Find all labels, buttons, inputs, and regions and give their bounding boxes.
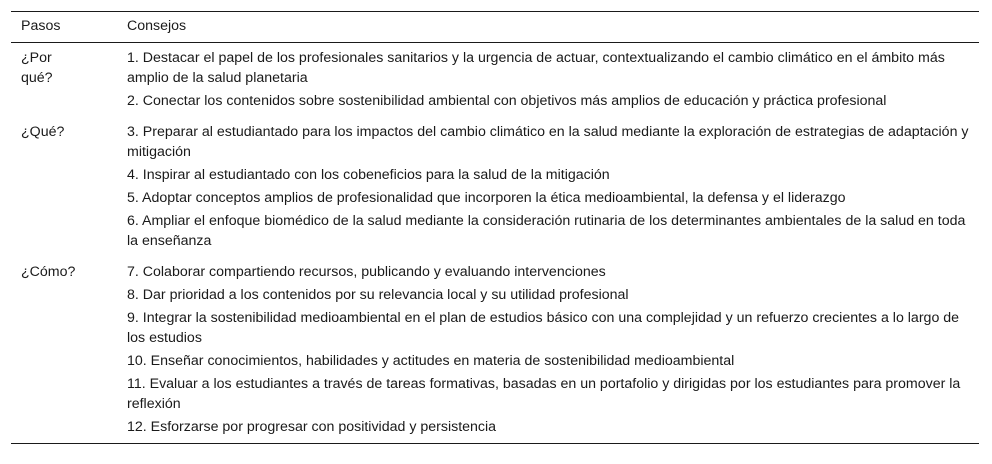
table-header-row [11, 12, 979, 43]
tips-table [11, 11, 979, 444]
table-row-que [11, 117, 979, 257]
tip-item: 1. Destacar el papel de los profesionales sanitarios y la urgencia de actuar, contextualizando el cambio climático en el ámbito más amplio de la salud planetaria [127, 50, 945, 86]
tip-item: 2. Conectar los contenidos sobre sostenibilidad ambiental con objetivos más amplios de educación y práctica profesional [127, 93, 887, 109]
tip-item: 5. Adoptar conceptos amplios de profesionalidad que incorporen la ética medioambiental, la defensa y el liderazgo [127, 190, 846, 206]
tips-cell [117, 43, 979, 118]
step-cell [11, 257, 117, 444]
tips-table-container [11, 11, 979, 444]
tip-item: 10. Enseñar conocimientos, habilidades y actitudes en materia de sostenibilidad medioambiental [127, 353, 735, 369]
step-label: ¿Qué? [21, 124, 65, 140]
tip-item: 8. Dar prioridad a los contenidos por su relevancia local y su utilidad profesional [127, 287, 629, 303]
header-consejos: Consejos [127, 18, 187, 34]
step-cell [11, 117, 117, 257]
tip-item: 6. Ampliar el enfoque biomédico de la salud mediante la consideración rutinaria de los determinantes ambientales de la salud en toda la enseñanza [127, 213, 966, 249]
tip-item: 4. Inspirar al estudiantado con los cobeneficios para la salud de la mitigación [127, 167, 610, 183]
step-cell [11, 43, 117, 118]
table-row-como [11, 257, 979, 444]
tip-item: 3. Preparar al estudiantado para los impactos del cambio climático en la salud mediante la exploración de estrategias de adaptación y mitigación [127, 124, 969, 160]
step-label: ¿Por qué? [21, 50, 53, 86]
tip-item: 7. Colaborar compartiendo recursos, publicando y evaluando intervenciones [127, 264, 606, 280]
tips-cell [117, 257, 979, 444]
tip-item: 9. Integrar la sostenibilidad medioambiental en el plan de estudios básico con una complejidad y un refuerzo crecientes a lo largo de los estudios [127, 310, 960, 346]
header-pasos: Pasos [21, 18, 61, 34]
table-row-por-que [11, 43, 979, 118]
tip-item: 11. Evaluar a los estudiantes a través de tareas formativas, basadas en un portafolio y dirigidas por los estudiantes para promover la reflexión [127, 376, 961, 412]
step-label: ¿Cómo? [21, 264, 76, 280]
tip-item: 12. Esforzarse por progresar con positividad y persistencia [127, 419, 497, 435]
tips-cell [117, 117, 979, 257]
